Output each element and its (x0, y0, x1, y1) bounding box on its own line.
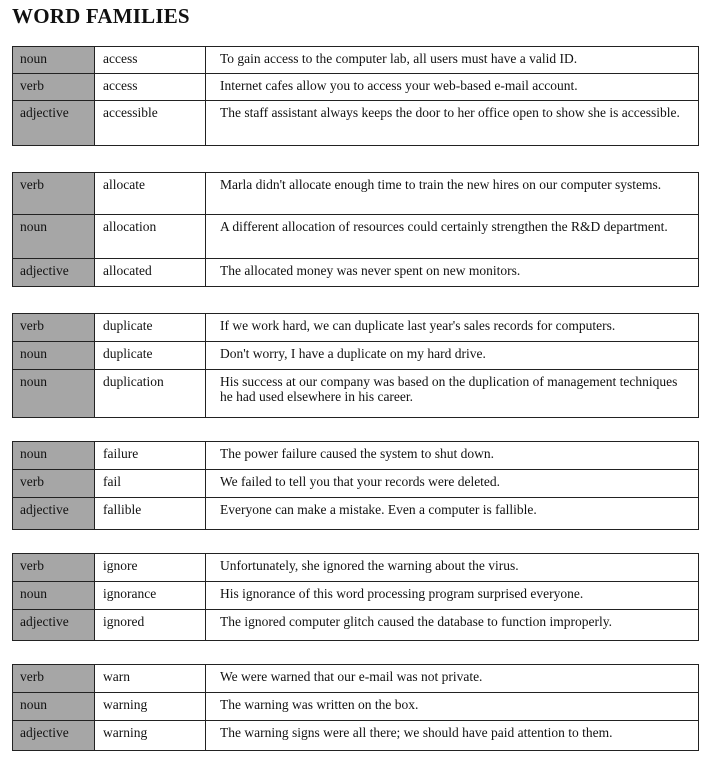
example-sentence-cell: We were warned that our e-mail was not private. (206, 665, 699, 693)
example-sentence-cell: Everyone can make a mistake. Even a computer is fallible. (206, 498, 699, 530)
word-cell: ignored (95, 610, 206, 641)
table-row (13, 665, 699, 693)
word-family-table (12, 553, 699, 641)
part-of-speech-cell: noun (13, 47, 95, 74)
part-of-speech-cell: noun (13, 582, 95, 610)
table-row (13, 259, 699, 287)
part-of-speech-cell: adjective (13, 498, 95, 530)
part-of-speech-cell: adjective (13, 259, 95, 287)
word-cell: warning (95, 693, 206, 721)
table-row (13, 498, 699, 530)
example-sentence-cell: The ignored computer glitch caused the database to function improperly. (206, 610, 699, 641)
word-cell: ignore (95, 554, 206, 582)
table-row (13, 215, 699, 259)
word-cell: fail (95, 470, 206, 498)
word-cell: ignorance (95, 582, 206, 610)
example-sentence-cell: If we work hard, we can duplicate last year's sales records for computers. (206, 314, 699, 342)
table-row (13, 47, 699, 74)
part-of-speech-cell: verb (13, 74, 95, 101)
part-of-speech-cell: verb (13, 314, 95, 342)
part-of-speech-cell: verb (13, 470, 95, 498)
example-sentence-cell: His ignorance of this word processing program surprised everyone. (206, 582, 699, 610)
example-sentence-cell: A different allocation of resources could certainly strengthen the R&D department. (206, 215, 699, 259)
table-row (13, 314, 699, 342)
word-cell: warn (95, 665, 206, 693)
word-cell: duplication (95, 370, 206, 418)
table-row (13, 554, 699, 582)
word-cell: allocate (95, 173, 206, 215)
table-row (13, 442, 699, 470)
example-sentence-cell: The warning was written on the box. (206, 693, 699, 721)
example-sentence-cell: Unfortunately, she ignored the warning about the virus. (206, 554, 699, 582)
table-row (13, 582, 699, 610)
word-cell: failure (95, 442, 206, 470)
example-sentence-cell: His success at our company was based on the duplication of management techniques he had used elsewhere in his career. (206, 370, 699, 418)
part-of-speech-cell: noun (13, 693, 95, 721)
table-row (13, 610, 699, 641)
part-of-speech-cell: noun (13, 442, 95, 470)
part-of-speech-cell: verb (13, 554, 95, 582)
word-family-table (12, 46, 699, 146)
table-row (13, 74, 699, 101)
example-sentence-cell: Internet cafes allow you to access your web-based e-mail account. (206, 74, 699, 101)
part-of-speech-cell: noun (13, 342, 95, 370)
word-cell: warning (95, 721, 206, 751)
word-family-table (12, 664, 699, 751)
part-of-speech-cell: noun (13, 215, 95, 259)
part-of-speech-cell: noun (13, 370, 95, 418)
word-family-table (12, 313, 699, 418)
table-row (13, 693, 699, 721)
part-of-speech-cell: adjective (13, 610, 95, 641)
example-sentence-cell: The staff assistant always keeps the door to her office open to show she is accessible. (206, 101, 699, 146)
word-family-table (12, 172, 699, 287)
example-sentence-cell: The power failure caused the system to shut down. (206, 442, 699, 470)
part-of-speech-cell: verb (13, 173, 95, 215)
part-of-speech-cell: adjective (13, 101, 95, 146)
example-sentence-cell: To gain access to the computer lab, all users must have a valid ID. (206, 47, 699, 74)
word-cell: fallible (95, 498, 206, 530)
table-row (13, 470, 699, 498)
word-cell: allocated (95, 259, 206, 287)
example-sentence-cell: The warning signs were all there; we should have paid attention to them. (206, 721, 699, 751)
example-sentence-cell: We failed to tell you that your records were deleted. (206, 470, 699, 498)
word-cell: access (95, 74, 206, 101)
table-row (13, 721, 699, 751)
word-cell: duplicate (95, 314, 206, 342)
table-row (13, 173, 699, 215)
word-cell: allocation (95, 215, 206, 259)
part-of-speech-cell: verb (13, 665, 95, 693)
word-cell: access (95, 47, 206, 74)
word-family-table (12, 441, 699, 530)
example-sentence-cell: Marla didn't allocate enough time to train the new hires on our computer systems. (206, 173, 699, 215)
word-cell: accessible (95, 101, 206, 146)
example-sentence-cell: Don't worry, I have a duplicate on my hard drive. (206, 342, 699, 370)
part-of-speech-cell: adjective (13, 721, 95, 751)
example-sentence-cell: The allocated money was never spent on new monitors. (206, 259, 699, 287)
table-row (13, 101, 699, 146)
word-cell: duplicate (95, 342, 206, 370)
table-row (13, 342, 699, 370)
page-title: WORD FAMILIES (12, 4, 190, 28)
table-row (13, 370, 699, 418)
